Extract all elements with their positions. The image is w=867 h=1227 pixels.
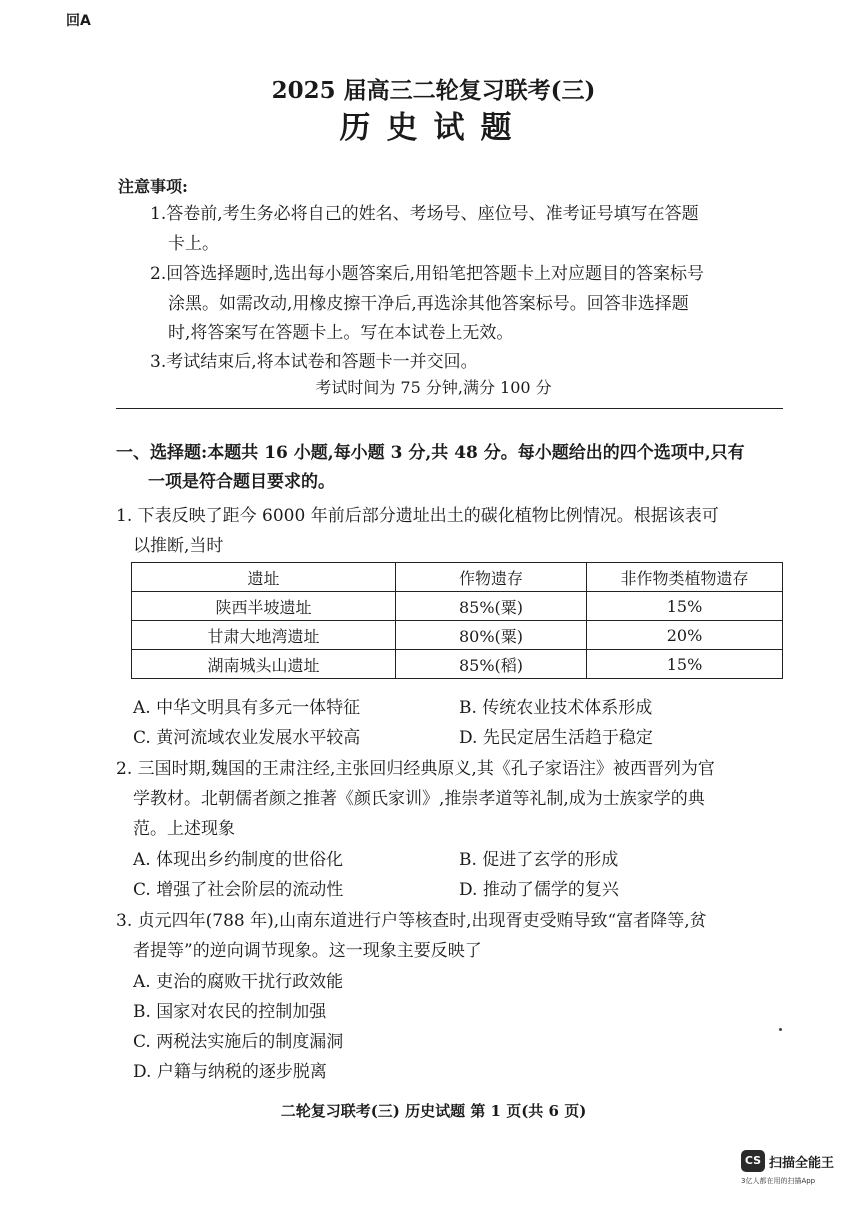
table-cell: 甘肃大地湾遗址 bbox=[132, 621, 396, 650]
table-cell: 85%(粟) bbox=[396, 592, 587, 621]
option-c: C. 两税法实施后的制度漏洞 bbox=[133, 1032, 344, 1052]
table-row bbox=[132, 650, 783, 679]
exam-info: 考试时间为 75 分钟,满分 100 分 bbox=[315, 378, 552, 397]
option-d: D. 户籍与纳税的逐步脱离 bbox=[133, 1062, 327, 1082]
table-header: 遗址 bbox=[132, 563, 396, 592]
question-stem: 学教材。北朝儒者颜之推著《颜氏家训》,推崇孝道等礼制,成为士族家学的典 bbox=[133, 789, 705, 809]
option-a: A. 中华文明具有多元一体特征 bbox=[133, 698, 361, 718]
question-stem: 2. 三国时期,魏国的王肃注经,主张回归经典原义,其《孔子家语注》被西晋列为官 bbox=[116, 759, 715, 779]
option-a: A. 体现出乡约制度的世俗化 bbox=[133, 850, 344, 870]
table-cell: 15% bbox=[587, 592, 783, 621]
camscanner-name: 扫描全能王 bbox=[769, 1156, 835, 1171]
site-table bbox=[131, 562, 783, 679]
camscanner-logo-icon: CS bbox=[741, 1150, 765, 1172]
exam-title: 2025 届高三二轮复习联考(三) bbox=[271, 77, 596, 104]
table-cell: 湖南城头山遗址 bbox=[132, 650, 396, 679]
camscanner-slogan: 3亿人都在用的扫描App bbox=[741, 1177, 816, 1185]
option-d: D. 推动了儒学的复兴 bbox=[459, 880, 619, 900]
option-d: D. 先民定居生活趋于稳定 bbox=[459, 728, 653, 748]
notice-line: 3.考试结束后,将本试卷和答题卡一并交回。 bbox=[150, 352, 478, 372]
option-b: B. 促进了玄学的形成 bbox=[459, 850, 619, 870]
notice-heading: 注意事项: bbox=[118, 177, 188, 196]
notice-line: 时,将答案写在答题卡上。写在本试卷上无效。 bbox=[168, 323, 514, 343]
notice-line: 1.答卷前,考生务必将自己的姓名、考场号、座位号、准考证号填写在答题 bbox=[150, 204, 699, 224]
subject-title: 历史试题 bbox=[339, 110, 528, 146]
table-cell: 15% bbox=[587, 650, 783, 679]
table-header: 作物遗存 bbox=[396, 563, 587, 592]
question-stem: 范。上述现象 bbox=[133, 819, 235, 839]
option-c: C. 黄河流域农业发展水平较高 bbox=[133, 728, 361, 748]
notice-line: 2.回答选择题时,选出每小题答案后,用铅笔把答题卡上对应题目的答案标号 bbox=[150, 264, 705, 284]
notice-line: 卡上。 bbox=[168, 234, 219, 254]
table-cell: 20% bbox=[587, 621, 783, 650]
option-b: B. 国家对农民的控制加强 bbox=[133, 1002, 327, 1022]
section-instruction: 一、选择题:本题共 16 小题,每小题 3 分,共 48 分。每小题给出的四个选项中,只有 bbox=[116, 443, 745, 463]
table-cell: 85%(稻) bbox=[396, 650, 587, 679]
question-stem: 以推断,当时 bbox=[133, 536, 224, 556]
table-cell: 陕西半坡遗址 bbox=[132, 592, 396, 621]
option-c: C. 增强了社会阶层的流动性 bbox=[133, 880, 344, 900]
table-header: 非作物类植物遗存 bbox=[587, 563, 783, 592]
divider bbox=[116, 408, 783, 409]
table-header-row bbox=[132, 563, 783, 592]
page-footer: 二轮复习联考(三) 历史试题 第 1 页(共 6 页) bbox=[280, 1102, 587, 1120]
question-stem: 3. 贞元四年(788 年),山南东道进行户等核查时,出现胥吏受贿导致“富者降等,贫 bbox=[116, 911, 707, 931]
table-row bbox=[132, 621, 783, 650]
notice-line: 涂黑。如需改动,用橡皮擦干净后,再选涂其他答案标号。回答非选择题 bbox=[168, 294, 689, 314]
option-b: B. 传统农业技术体系形成 bbox=[459, 698, 653, 718]
question-stem: 者提等”的逆向调节现象。这一现象主要反映了 bbox=[133, 941, 482, 961]
section-instruction: 一项是符合题目要求的。 bbox=[148, 472, 335, 492]
table-cell: 80%(粟) bbox=[396, 621, 587, 650]
corner-mark: 回A bbox=[66, 13, 91, 29]
scan-speck bbox=[779, 1028, 782, 1031]
table-row bbox=[132, 592, 783, 621]
question-stem: 1. 下表反映了距今 6000 年前后部分遗址出土的碳化植物比例情况。根据该表可 bbox=[116, 506, 719, 526]
option-a: A. 吏治的腐败干扰行政效能 bbox=[133, 972, 344, 992]
